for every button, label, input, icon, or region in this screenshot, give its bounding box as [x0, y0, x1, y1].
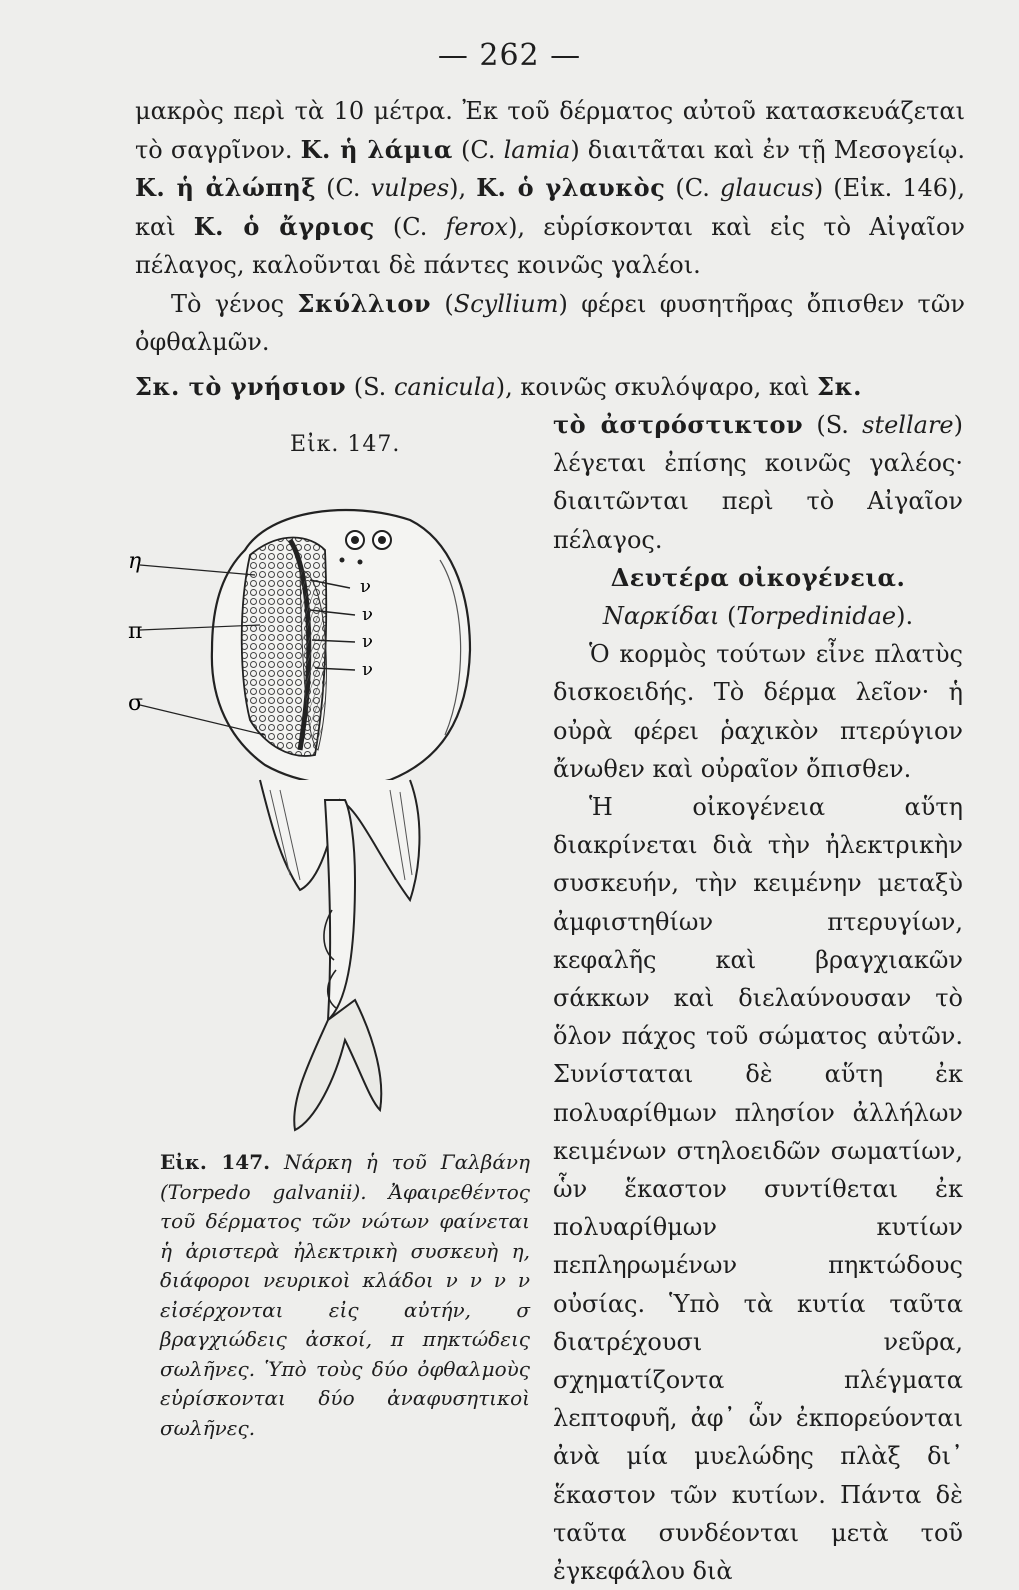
paragraph-stellare: τὸ ἀστρόστικτον (S. stellare) λέγεται ἐπίσης κοινῶς γαλέος· διαιτῶνται περὶ τὸ Αἰγαῖον πέλαγος. — [553, 410, 963, 554]
paragraph-sharks: μακρὸς περὶ τὰ 10 μέτρα. Ἐκ τοῦ δέρματος αὐτοῦ κατασκευάζεται τὸ σαγρῖνον. Κ. ἡ λάμια (C. lamia) διαιτᾶται καὶ ἐν τῇ Μεσογείῳ. Κ. ἡ ἀλώπηξ (C. vulpes), Κ. ὁ γλαυκὸς (C. glaucus) (Εἰκ. 146), καὶ Κ. ὁ ἄγριος (C. ferox), εὑρίσκονται καὶ εἰς τὸ Αἰγαῖον πέλαγος, καλοῦνται δὲ πάντες κοινῶς γαλέοι. — [135, 97, 966, 279]
label-nu-2: ν — [362, 604, 373, 625]
torpedo-illustration — [128, 480, 520, 1140]
label-nu-4: ν — [362, 659, 373, 680]
paragraph-scyllium: Τὸ γένος Σκύλλιον (Scyllium) φέρει φυσητῆρας ὄπισθεν τῶν ὀφθαλμῶν. — [135, 288, 965, 356]
paragraph-family-heading: Δευτέρα οἰκογένεια. Ναρκίδαι (Torpedinidae). — [602, 562, 914, 631]
paragraph-body-shape: Ὁ κορμὸς τούτων εἶνε πλατὺς δισκοειδής. Τὸ δέρμα λεῖον· ἡ οὐρὰ φέρει ῥαχικὸν πτερύγιον ἄνωθεν καὶ οὐραῖον ὄπισθεν. — [553, 640, 963, 783]
label-sigma: σ — [128, 691, 144, 716]
top-text — [135, 92, 965, 406]
right-column — [553, 406, 963, 1590]
page-number: — 262 — — [437, 38, 582, 73]
label-pi: π — [128, 619, 143, 644]
paragraph-canicula: Σκ. τὸ γνήσιον (S. canicula), κοινῶς σκυλόψαρο, καὶ Σκ. — [135, 371, 862, 401]
label-nu-1: ν — [360, 576, 371, 597]
paragraph-electric-organ: Ἡ οἰκογένεια αὕτη διακρίνεται διὰ τὴν ἠλεκτρικὴν συσκευήν, τὴν κειμένην μεταξὺ ἀμφιστηθίων πτερυγίων, κεφαλῆς καὶ βραγχιακῶν σάκκων καὶ διελαύνουσαν τὸ ὅλον πάχος τοῦ σώματος αὐτῶν. Συνίσταται δὲ αὕτη ἐκ πολυαρίθμων πλησίον ἀλλήλων κειμένων στηλοειδῶν σωματίων, ὧν ἕκαστον συντίθεται ἐκ πολυαρίθμων κυτίων πεπληρωμένων πηκτώδους οὐσίας. Ὑπὸ τὰ κυτία ταῦτα διατρέχουσι νεῦρα, σχηματίζοντα πλέγματα λεπτοφυῆ, ἀφ᾽ ὧν ἐκπορεύονται ἀνὰ μία μυελώδης πλὰξ δι᾽ ἕκαστον τῶν κυτίων. Πάντα δὲ ταῦτα συνδέονται μετὰ τοῦ ἐγκεφάλου διὰ — [553, 793, 963, 1586]
tail — [325, 800, 355, 1020]
caudal-fin — [294, 1000, 381, 1130]
figure-label: Εἰκ. 147. — [290, 432, 401, 457]
label-eta: η — [128, 549, 142, 574]
figure-caption: Εἰκ. 147. Νάρκη ἡ τοῦ Γαλβάνη (Torpedo galvanii). Ἀφαιρεθέντος τοῦ δέρματος τῶν νώτων φαίνεται ἡ ἀριστερὰ ἠλεκτρικὴ συσκευὴ η, διάφοροι νευρικοὶ κλάδοι ν ν ν ν εἰσέρχονται εἰς αὐτήν, σ βραγχιώδεις ἀσκοί, π πηκτώδεις σωλῆνες. Ὑπὸ τοὺς δύο ὀφθαλμοὺς εὑρίσκονται δύο ἀναφυσητικοὶ σωλῆνες. — [160, 1150, 530, 1440]
label-nu-3: ν — [362, 631, 373, 652]
